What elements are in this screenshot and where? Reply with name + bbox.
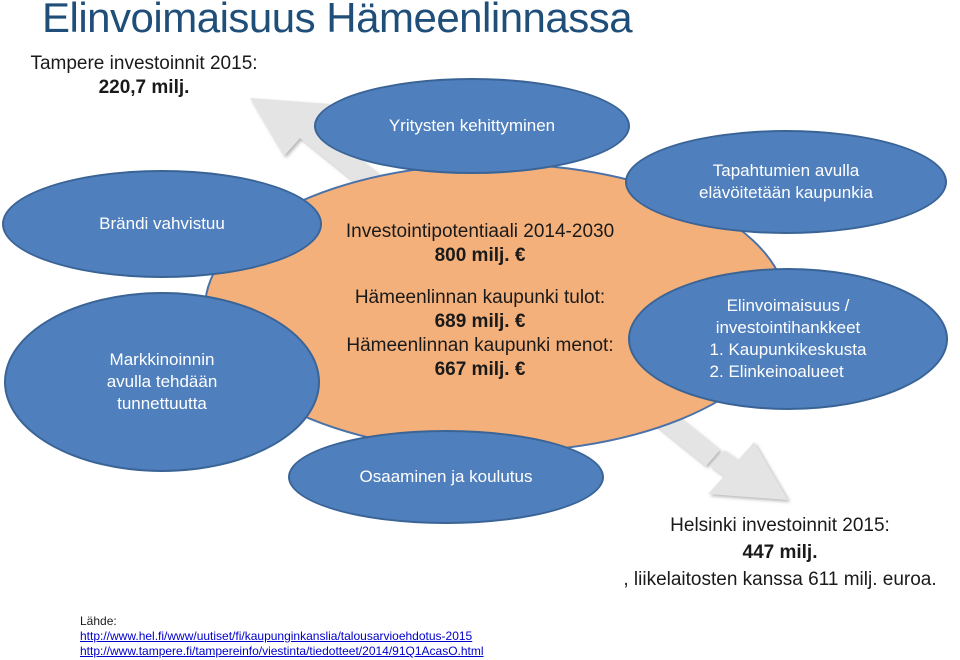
investment-potential-label: Investointipotentiaali 2014-2030 bbox=[345, 221, 615, 242]
oval-brand-label: Brändi vahvistuu bbox=[99, 214, 225, 233]
income-label: Hämeenlinnan kaupunki tulot: bbox=[354, 287, 606, 308]
source-label: Lähde: bbox=[80, 614, 117, 628]
source-link-hel[interactable]: http://www.hel.fi/www/uutiset/fi/kaupunginkanslia/talousarvioehdotus-2015 bbox=[80, 629, 473, 643]
source-link-tampere[interactable]: http://www.tampere.fi/tampereinfo/viestinta/tiedotteet/2014/91Q1AcasO.html bbox=[80, 644, 484, 658]
helsinki-label: Helsinki investoinnit 2015: bbox=[670, 515, 890, 536]
oval-brand bbox=[2, 170, 322, 278]
oval-marketing-line: avulla tehdään bbox=[106, 372, 218, 391]
arrow-down-right bbox=[708, 442, 788, 500]
oval-vitality-item: 1. Kaupunkikeskusta bbox=[709, 340, 867, 359]
oval-events-line: Tapahtumien avulla bbox=[712, 161, 860, 180]
oval-vitality-projects bbox=[628, 268, 948, 410]
helsinki-note: , liikelaitosten kanssa 611 milj. euroa. bbox=[623, 569, 937, 590]
expenses-label: Hämeenlinnan kaupunki menot: bbox=[346, 335, 614, 356]
helsinki-investments bbox=[600, 512, 960, 593]
oval-business-development-label: Yritysten kehittyminen bbox=[388, 116, 556, 135]
oval-events-line: elävöitetään kaupunkia bbox=[699, 183, 873, 202]
oval-marketing bbox=[4, 292, 320, 472]
oval-events bbox=[625, 130, 947, 234]
oval-vitality-heading: Elinvoimaisuus / bbox=[726, 296, 850, 315]
income-value: 689 milj. € bbox=[434, 311, 526, 332]
expenses-value: 667 milj. € bbox=[434, 359, 526, 380]
oval-marketing-line: Markkinoinnin bbox=[109, 350, 215, 369]
page-title: Elinvoimaisuus Hämeenlinnassa bbox=[42, 0, 633, 41]
helsinki-value: 447 milj. bbox=[742, 542, 818, 563]
center-text bbox=[300, 220, 660, 382]
oval-vitality-item: 2. Elinkeinoalueet bbox=[709, 362, 844, 381]
oval-marketing-line: tunnettuutta bbox=[117, 394, 207, 413]
oval-education-label: Osaaminen ja koulutus bbox=[359, 467, 533, 486]
oval-education bbox=[288, 430, 604, 524]
tampere-value: 220,7 milj. bbox=[98, 77, 190, 98]
source-references bbox=[80, 614, 484, 659]
oval-business-development bbox=[314, 78, 630, 174]
oval-vitality-heading: investointihankkeet bbox=[715, 318, 861, 337]
investment-potential-value: 800 milj. € bbox=[434, 245, 526, 266]
tampere-label: Tampere investoinnit 2015: bbox=[30, 53, 258, 74]
